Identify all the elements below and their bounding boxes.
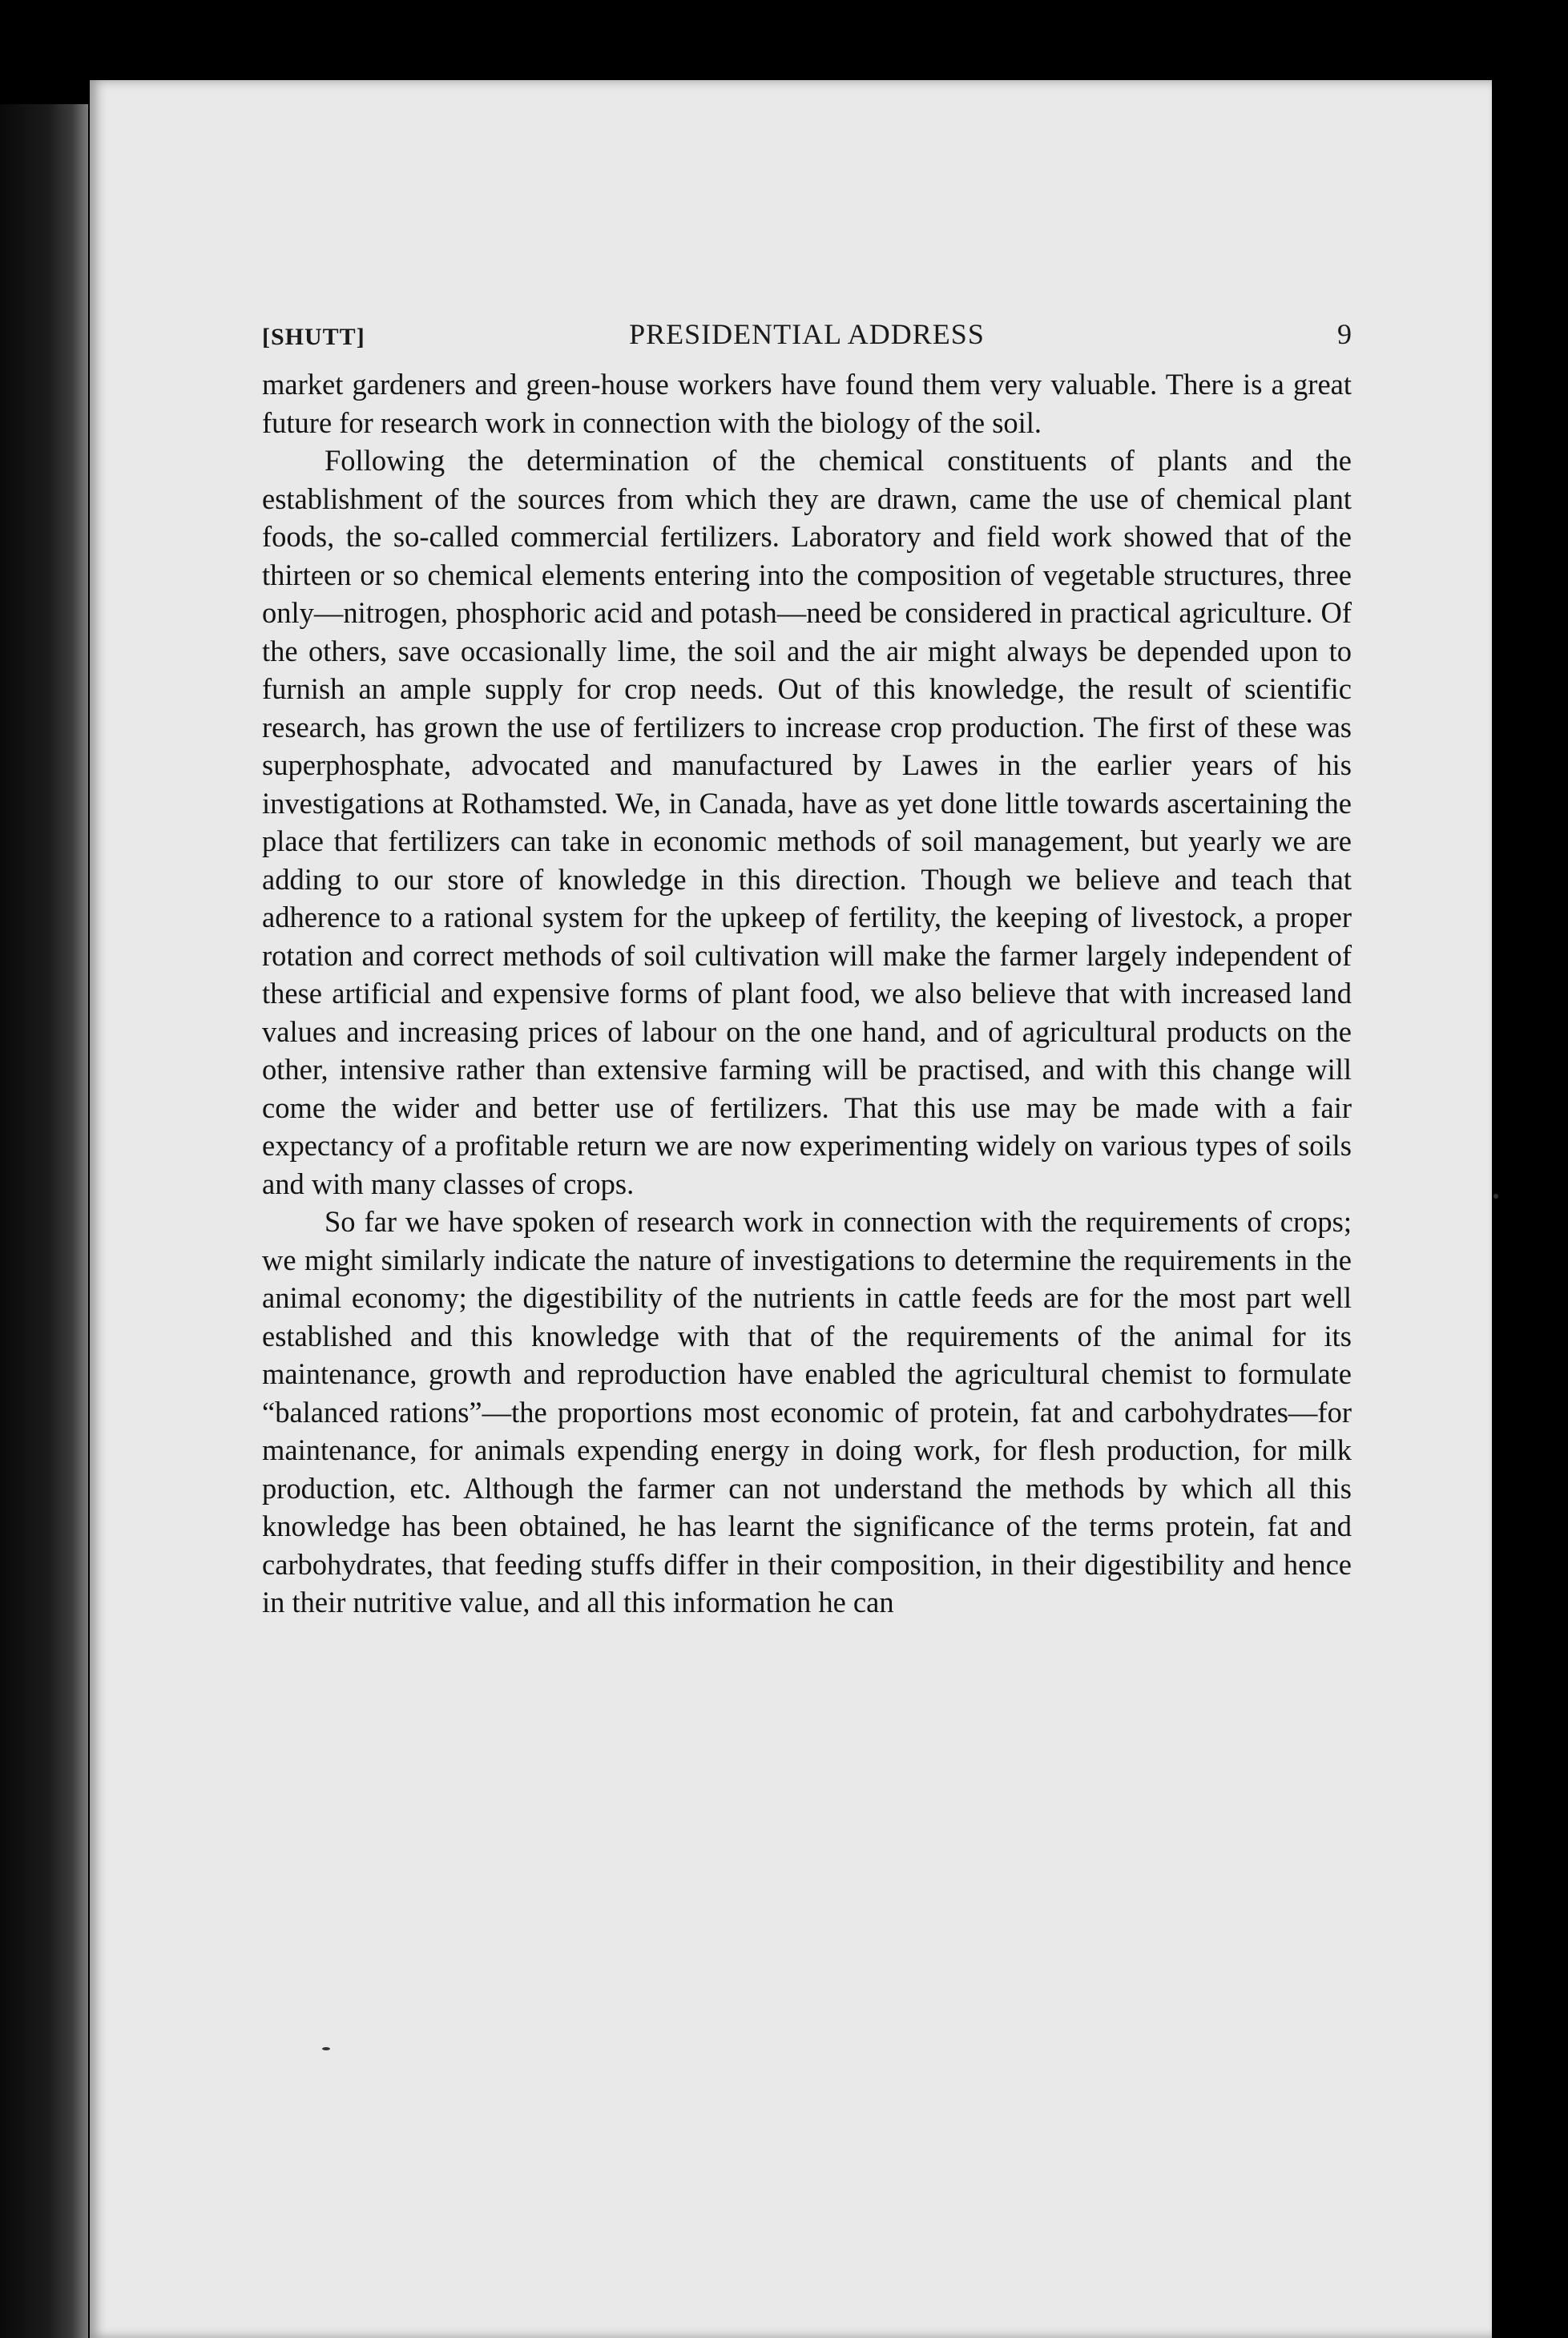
- running-head: [262, 312, 1352, 361]
- paragraph-1: market gardeners and green-house workers have found them very valuable. There is a great future for research work in connection with the biology of the soil.: [262, 368, 1352, 439]
- page-number: 9: [1337, 318, 1352, 350]
- running-head-author: [SHUTT]: [262, 324, 365, 350]
- body-text: [262, 365, 1352, 1622]
- left-page-edge: [0, 104, 88, 2338]
- book-page: [90, 80, 1492, 2338]
- running-head-title: PRESIDENTIAL ADDRESS: [629, 318, 985, 350]
- page-content: [262, 312, 1352, 1622]
- paragraph-2: Following the determination of the chemical constituents of plants and the establishment of the sources from which they are drawn, came the use of chemical plant foods, the so-called commercial fertilizers. Laboratory and field work showed that of the thirteen or so chemical elements entering into the composition of vegetable structures, three only—nitrogen, phosphoric acid and potash—need be considered in practical agriculture. Of the others, save occasionally lime, the soil and the air might always be depended upon to furnish an ample supply for crop needs. Out of this knowledge, the result of scientific research, has grown the use of fertilizers to increase crop production. The first of these was superphosphate, advocated and manufactured by Lawes in the earlier years of his investigations at Rothamsted. We, in Canada, have as yet done little towards ascertaining the place that fertilizers can take in economic methods of soil management, but yearly we are adding to our store of knowledge in this direction. Though we believe and teach that adherence to a rational system for the upkeep of fertility, the keeping of livestock, a proper rotation and correct methods of soil cultivation will make the farmer largely independent of these artificial and expensive forms of plant food, we also believe that with increased land values and increasing prices of labour on the one hand, and of agricultural products on the other, intensive rather than extensive farming will be practised, and with this change will come the wider and better use of fertilizers. That this use may be made with a fair expectancy of a profitable return we are now experimenting widely on various types of soils and with many classes of crops.: [262, 444, 1352, 1200]
- scan-speck: [1493, 1194, 1498, 1199]
- paragraph-3: So far we have spoken of research work in connection with the requirements of crops; we might similarly indicate the nature of investigations to determine the requirements in the animal economy; the digestibility of the nutrients in cattle feeds are for the most part well established and this knowledge with that of the requirements of the animal for its maintenance, growth and reproduction have enabled the agricultural chemist to formulate “balanced rations”—the proportions most economic of protein, fat and carbohydrates—for maintenance, for animals expending energy in doing work, for flesh production, for milk production, etc. Although the farmer can not understand the methods by which all this knowledge has been obtained, he has learnt the significance of the terms protein, fat and carbohydrates, that feeding stuffs differ in their composition, in their digestibility and hence in their nutritive value, and all this information he can: [262, 1205, 1352, 1618]
- scan-speck: [322, 2047, 330, 2050]
